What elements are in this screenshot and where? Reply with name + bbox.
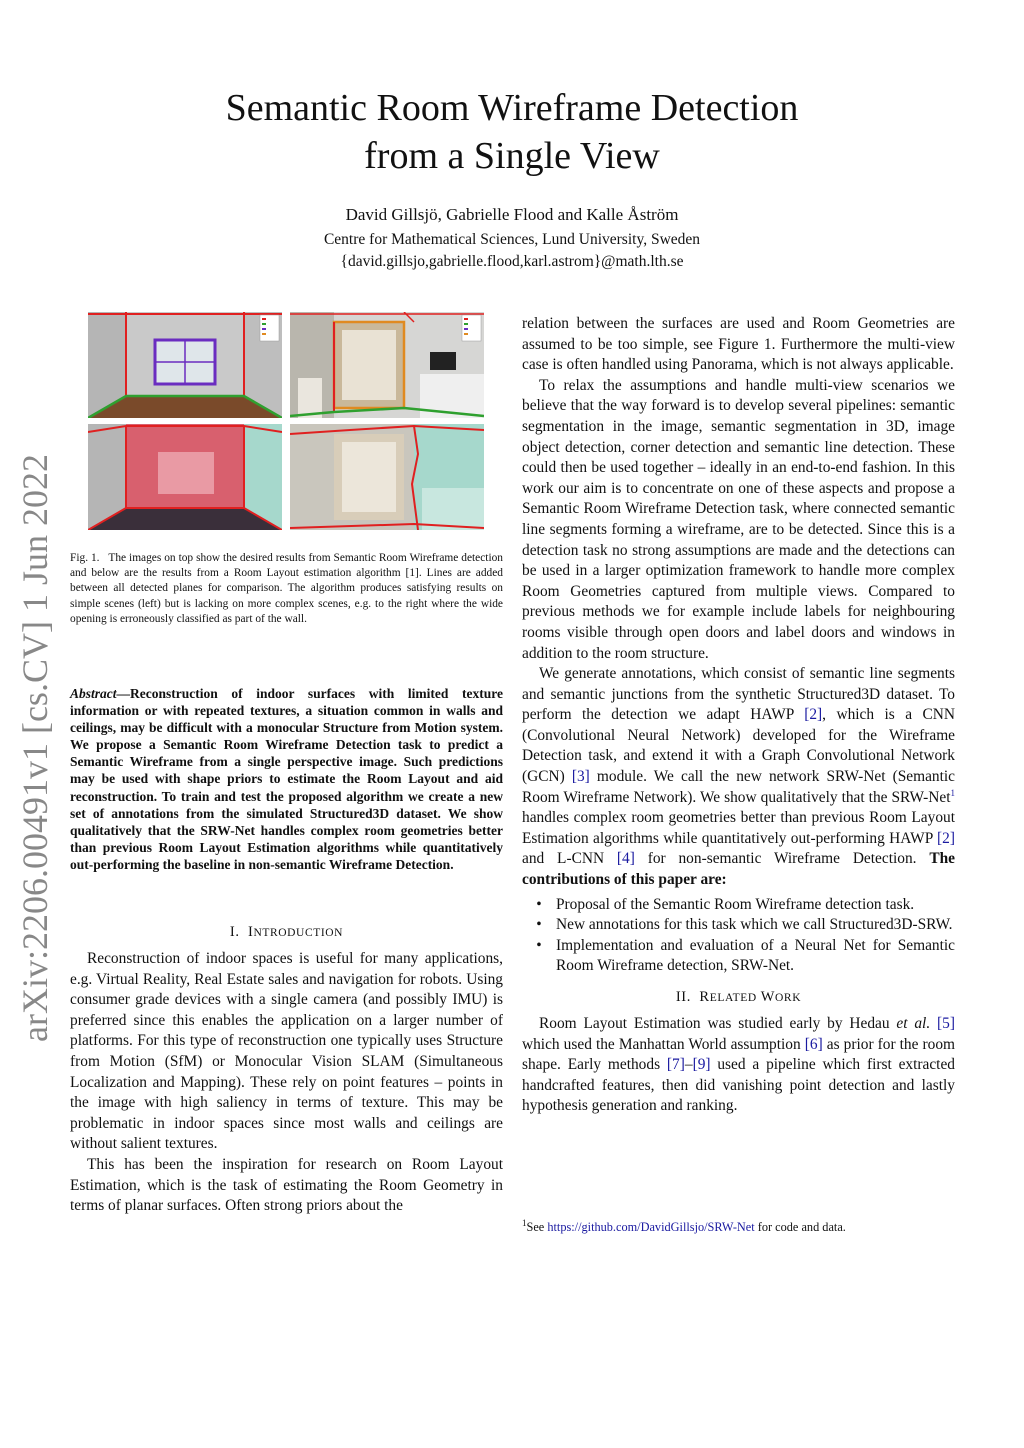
list-item: • Implementation and evaluation of a Neural Net for Semantic Room Wireframe detection, SRW-Net.: [536, 936, 955, 975]
intro-paragraph-2: This has been the inspiration for research on Room Layout Estimation, which is the task of estimating the Room Geometry in terms of planar surfaces. Often strong priors about the: [70, 1155, 503, 1215]
section-heading-related-work: II. RELATED WORK: [675, 989, 802, 1005]
footnote-mark[interactable]: 1: [950, 787, 955, 798]
citation-link[interactable]: [2]: [804, 706, 823, 724]
figure-panel-simple-layout: [88, 424, 282, 530]
abstract-text: —Reconstruction of indoor surfaces with limited texture information or with repeated textures, a situation common in walls and ceilings, may be difficult with a monocular Structure from Motion system. We propose a Semantic Room Wireframe Detection task to predict a Semantic Wireframe from a single perspective image. Such predictions may be used with shape priors to estimate the Room Layout and aid reconstruction. To train and test the proposed algorithm we create a new set of annotations from the simulated Structured3D dataset. We show qualitatively that the SRW-Net handles complex room geometries better than previous Room Layout Estimation algorithms while quantitatively out-performing the baseline in non-semantic Wireframe Detection.: [70, 686, 503, 872]
footnote: $^1$See https://github.com/DavidGillsjo/SRW-Net for code and data.: [522, 1217, 846, 1234]
citation-link[interactable]: [3]: [571, 768, 590, 786]
caption-text: The images on top show the desired results from Semantic Room Wireframe detection and below are the results from a Room Layout estimation algorithm [1]. Lines are added between all detected planes for comparison. The algorithm produces satisfying results on simple scenes (left) but is lacking on more complex scenes, e.g. to the right where the wide opening is erroneously classified as part of the wall.: [70, 552, 503, 625]
contributions-list: [522, 895, 955, 977]
abstract: [70, 685, 503, 873]
list-item: • New annotations for this task which we call Structured3D-SRW.: [536, 916, 953, 934]
figure-panel-complex-wireframe: [290, 312, 484, 418]
citation-link[interactable]: [2]: [937, 829, 955, 847]
section-heading-introduction: I. INTRODUCTION: [229, 924, 344, 940]
list-item: • Proposal of the Semantic Room Wireframe detection task.: [536, 895, 915, 913]
citation-link[interactable]: [7]: [666, 1056, 685, 1074]
citation-link[interactable]: [9]: [692, 1056, 711, 1074]
right-column: [522, 314, 955, 1117]
authors: David Gillsjö, Gabrielle Flood and Kalle Åström: [345, 205, 679, 224]
abstract-label: Abstract: [70, 686, 117, 701]
intro-paragraph-3: relation between the surfaces are used and Room Geometries are assumed to be too simple, see Figure 1. Furthermore the multi-view case is often handled using Panorama, which is not always applicable.: [522, 315, 955, 374]
left-column: [70, 922, 503, 1217]
caption-label: Fig. 1.: [70, 552, 100, 564]
title-line-2: from a Single View: [364, 135, 660, 177]
intro-paragraph-1: Reconstruction of indoor spaces is useful for many applications, e.g. Virtual Reality, Real Estate sales and navigation for robots. Using consumer grade devices with a single camera (and possibly IMU) is preferred since this enables the application on a larger number of platforms. For this type of reconstruction one typically uses Structure from Motion (SfM) or Monocular Vision SLAM (Simultaneous Localization and Mapping). These rely on point features – points in the image with high saliency in terms of texture. This may be problematic in indoor spaces since most walls and ceilings are without salient textures.: [70, 950, 503, 1153]
citation-link[interactable]: [5]: [937, 1015, 955, 1032]
related-paragraph-1: Room Layout Estimation was studied early by Hedau et al. [5] which used the Manhattan World assumption [6] as prior for the room shape. Early methods [7]–[9] used a pipeline which first extracted handcrafted features, then did vanishing point detection and lastly hypothesis generation and ranking.: [522, 1015, 955, 1115]
figure-1: [88, 312, 485, 530]
figure-panel-simple-wireframe: [88, 312, 282, 418]
citation-link[interactable]: [6]: [804, 1035, 823, 1053]
github-link[interactable]: https://github.com/DavidGillsjo/SRW-Net: [547, 1220, 755, 1234]
figure-caption: [70, 551, 503, 627]
citation-link[interactable]: [4]: [616, 850, 635, 868]
affiliation: Centre for Mathematical Sciences, Lund University, Sweden: [323, 231, 701, 248]
title-line-1: Semantic Room Wireframe Detection: [225, 87, 799, 129]
email: {david.gillsjo,gabrielle.flood,karl.astrom}@math.lth.se: [340, 253, 684, 270]
paper-title: [0, 84, 1024, 180]
intro-paragraph-5: We generate annotations, which consist of semantic line segments and semantic junctions from the synthetic Structured3D dataset. To perform the detection we adapt HAWP [2], which is a CNN (Convolutional Neural Network) developed for the Wireframe Detection task, and extend it with a Graph Convolutional Network (GCN) [3] module. We call the new network SRW-Net (Semantic Room Wireframe Network). We show qualitatively that the SRW-Net$^1$ handles complex room geometries better than previous Room Layout Estimation algorithms while quantitatively out-performing HAWP [2] and L-CNN [4] for non-semantic Wireframe Detection. The contributions of this paper are:: [522, 665, 955, 889]
arxiv-stamp: arXiv:2206.00491v1 [cs.CV] 1 Jun 2022: [15, 454, 55, 1042]
intro-paragraph-4: To relax the assumptions and handle multi-view scenarios we believe that the way forward is to develop several pipelines: semantic segmentation in the image, semantic segmentation in 3D, image object detection, corner detection and semantic line detection. These could then be used together – ideally in an end-to-end fashion. In this work our aim is to concentrate on one of these aspects and propose a Semantic Room Wireframe Detection task, where connected semantic line segments forming a wireframe, are to be detected. Since this is a detection task no strong assumptions are made and the detections can be used in a larger optimization framework to handle more complex Room Geometries captured from multiple views. Compared to previous methods we for example include labels for neighbouring rooms visible through open doors and label doors and windows in addition to the room structure.: [522, 376, 955, 662]
figure-panel-complex-layout: [290, 424, 484, 530]
